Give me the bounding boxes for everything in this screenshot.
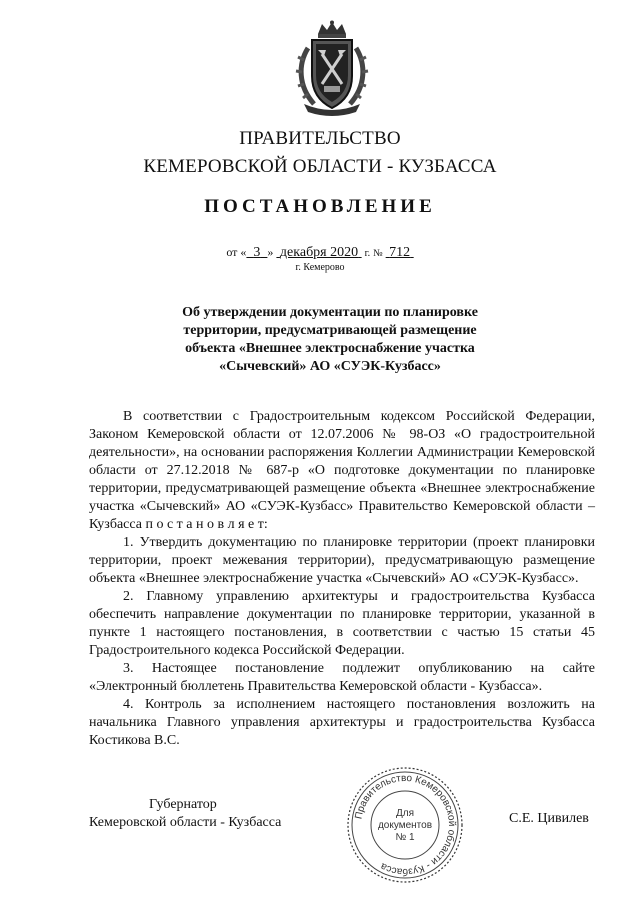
item-3-paragraph: 3. Настоящее постановление подлежит опубликованию на сайте «Электронный бюллетень Правительства Кемеровской области - Кузбасса». xyxy=(89,661,595,694)
date-mid: » xyxy=(267,245,274,259)
document-number: 712 xyxy=(389,245,411,260)
stamp-center-line2: документов xyxy=(377,820,433,831)
signatory-title-line2: Кемеровской области - Кузбасса xyxy=(89,815,282,830)
item-4-paragraph: 4. Контроль за исполнением настоящего постановления возложить на начальника Главного управления архитектуры и градостроительства Кузбасса Костикова В.С. xyxy=(89,697,595,748)
item-1-paragraph: 1. Утвердить документацию по планировке территории (проект планировки территории, проект межевания территории), предусматривающую размещение объекта «Внешнее электроснабжение участка «Сычевский» АО «СУЭК-Кузбасс». xyxy=(89,535,595,586)
date-number-line xyxy=(0,245,640,261)
date-year-suffix: г. xyxy=(364,248,371,259)
stamp-ring-text: Правительство Кемеровской области - Кузбасса xyxy=(353,772,458,878)
official-stamp xyxy=(345,765,465,885)
date-prefix: от « xyxy=(226,245,247,259)
city-name: г. Кемерово xyxy=(295,262,345,273)
date-day: 3 xyxy=(253,245,261,260)
document-type-title: ПОСТАНОВЛЕНИЕ xyxy=(204,196,436,217)
subject-line: территории, предусматривающей размещение xyxy=(183,323,477,338)
date-month-year: декабря 2020 xyxy=(279,245,359,260)
subject-line: объекта «Внешнее электроснабжение участка xyxy=(185,341,475,356)
org-name-line2: КЕМЕРОВСКОЙ ОБЛАСТИ - КУЗБАССА xyxy=(143,156,497,177)
signatory-title xyxy=(89,796,281,832)
subject-line: Об утверждении документации по планировке xyxy=(182,305,478,320)
document-subject xyxy=(160,304,500,376)
document-body xyxy=(89,408,595,750)
signatory-name: С.Е. Цивилев xyxy=(509,811,589,826)
signatory-title-line1: Губернатор xyxy=(149,797,217,812)
number-label: № xyxy=(373,248,383,259)
preamble-paragraph: В соответствии с Градостроительным кодексом Российской Федерации, Законом Кемеровской области от 12.07.2006 № 98-ОЗ «О градостроительной деятельности», на основании распоряжения Коллегии Администрации Кемеровской области от 27.12.2018 № 687-р «О подготовке документации по планировке территории, предусматривающей размещение объекта «Внешнее электроснабжение участка «Сычевский» АО «СУЭК-Кузбасс» Правительство Кемеровской области – Кузбасса п о с т а н о в л я е т: xyxy=(89,409,595,532)
item-2-paragraph: 2. Главному управлению архитектуры и градостроительства Кузбасса обеспечить направление документации по планировке территории, указанной в пункте 1 настоящего постановления, в соответствии с частью 15 статьи 45 Градостроительного кодекса Российской Федерации. xyxy=(89,589,595,658)
coat-of-arms-icon xyxy=(294,20,370,116)
stamp-center-line3: № 1 xyxy=(395,832,415,843)
org-name-line1: ПРАВИТЕЛЬСТВО xyxy=(239,128,401,149)
subject-line: «Сычевский» АО «СУЭК-Кузбасс» xyxy=(219,359,441,374)
stamp-center-line1: Для xyxy=(395,808,415,819)
